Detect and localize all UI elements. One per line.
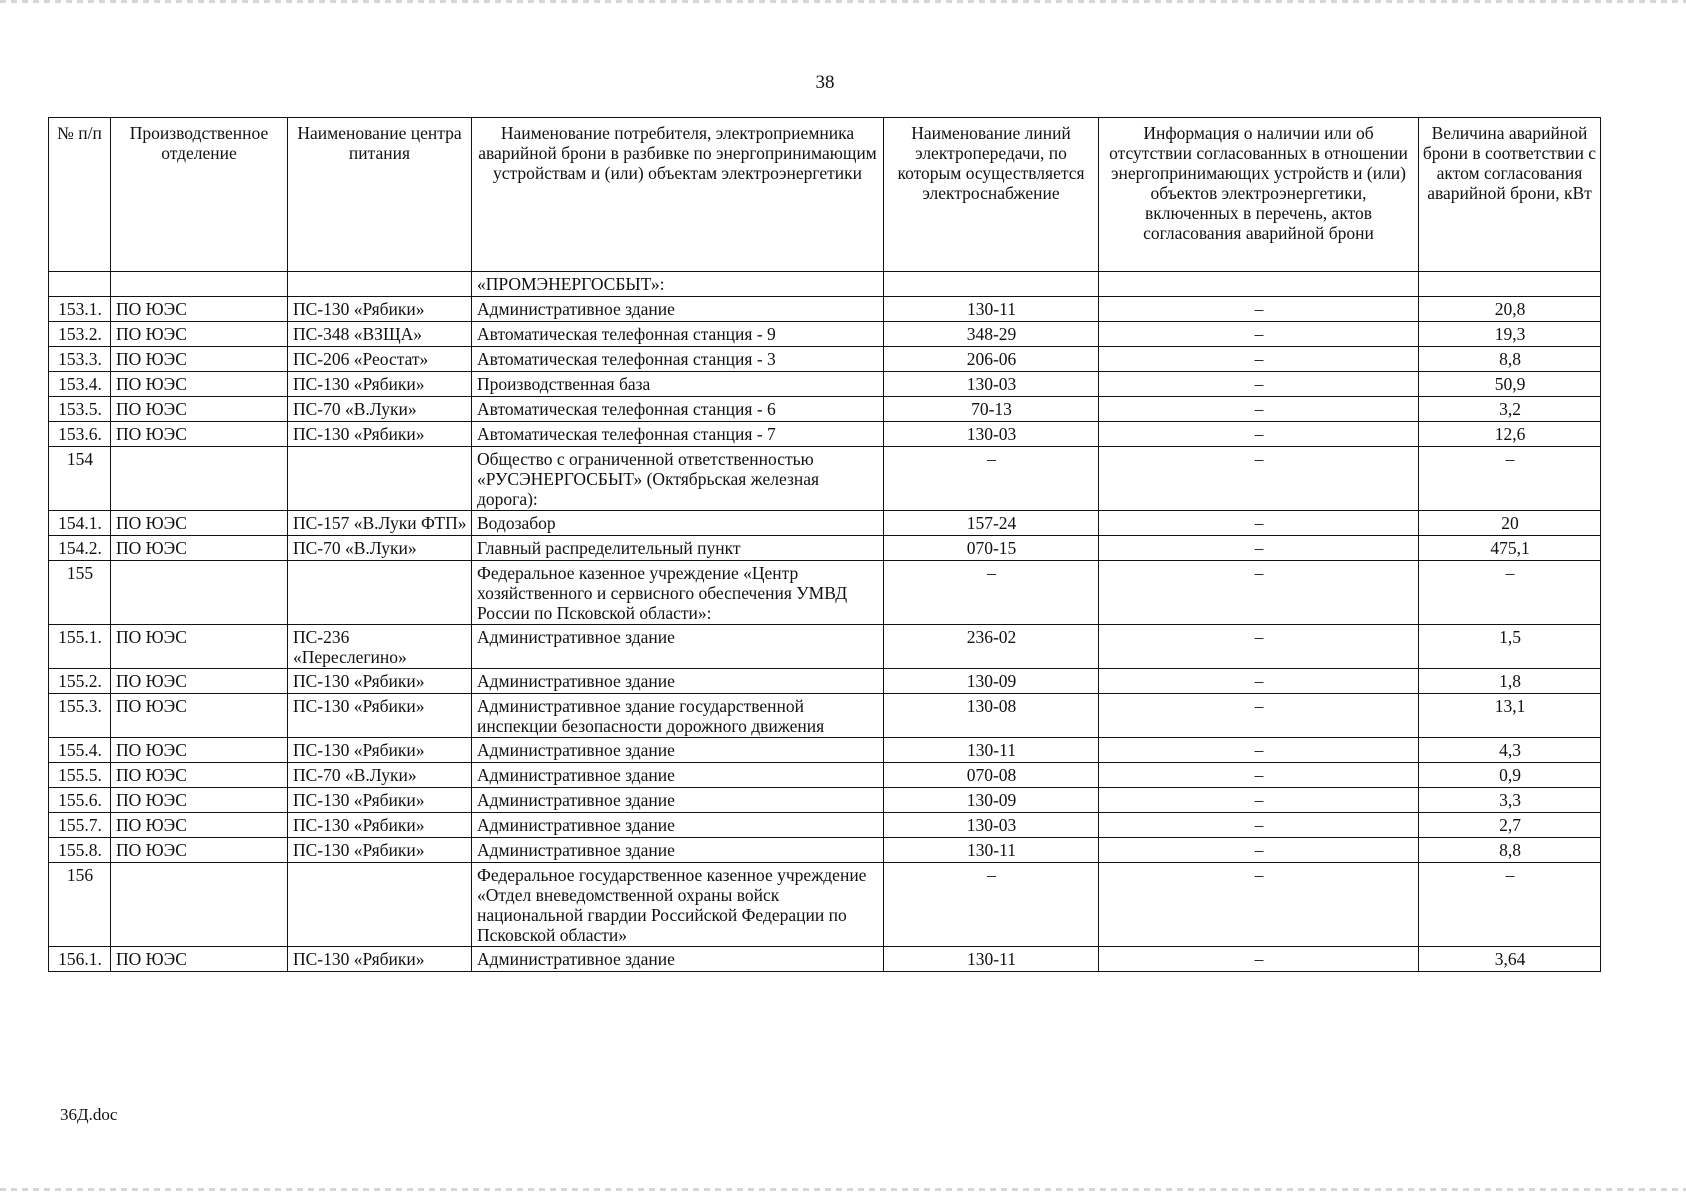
- table-row: [49, 322, 1601, 347]
- header-row: [49, 118, 1601, 272]
- approval-info-cell: –: [1099, 625, 1419, 669]
- table-row: [49, 561, 1601, 625]
- power-line-cell: 130-03: [884, 813, 1099, 838]
- approval-info-cell: –: [1099, 738, 1419, 763]
- power-line-cell: 130-11: [884, 838, 1099, 863]
- approval-info-cell: –: [1099, 511, 1419, 536]
- reserve-value-cell: –: [1419, 447, 1601, 511]
- header-approval-info: Информация о наличии или об отсутствии согласованных в отношении энергопринимающих устройств и (или) объектов электроэнергетики, включенных в перечень, актов согласования аварийной брони: [1099, 118, 1419, 272]
- consumer-name-cell: Автоматическая телефонная станция - 6: [472, 397, 884, 422]
- row-number-cell: [49, 272, 111, 297]
- department-cell: ПО ЮЭС: [111, 397, 288, 422]
- power-center-cell: ПС-130 «Рябики»: [288, 738, 472, 763]
- table-row: [49, 297, 1601, 322]
- header-department: Производственное отделение: [111, 118, 288, 272]
- department-cell: [111, 447, 288, 511]
- department-cell: [111, 272, 288, 297]
- table-row: [49, 422, 1601, 447]
- row-number-cell: 155.1.: [49, 625, 111, 669]
- approval-info-cell: –: [1099, 694, 1419, 738]
- consumer-name-cell: Административное здание: [472, 738, 884, 763]
- department-cell: [111, 561, 288, 625]
- power-center-cell: ПС-130 «Рябики»: [288, 947, 472, 972]
- header-power-center: Наименование центра питания: [288, 118, 472, 272]
- department-cell: ПО ЮЭС: [111, 947, 288, 972]
- row-number-cell: 154.2.: [49, 536, 111, 561]
- file-name-footer: 36Д.doc: [60, 1105, 118, 1124]
- table-row: [49, 813, 1601, 838]
- table-row: [49, 788, 1601, 813]
- row-number-cell: 155.8.: [49, 838, 111, 863]
- consumer-name-cell: «ПРОМЭНЕРГОСБЫТ»:: [472, 272, 884, 297]
- power-center-cell: [288, 272, 472, 297]
- row-number-cell: 155.5.: [49, 763, 111, 788]
- reserve-value-cell: 12,6: [1419, 422, 1601, 447]
- table-row: [49, 947, 1601, 972]
- consumer-name-cell: Административное здание: [472, 838, 884, 863]
- consumer-name-cell: Административное здание: [472, 947, 884, 972]
- row-number-cell: 154.1.: [49, 511, 111, 536]
- reserve-value-cell: 0,9: [1419, 763, 1601, 788]
- approval-info-cell: –: [1099, 372, 1419, 397]
- power-line-cell: 130-11: [884, 947, 1099, 972]
- reserve-value-cell: –: [1419, 863, 1601, 947]
- consumer-name-cell: Административное здание: [472, 669, 884, 694]
- power-center-cell: ПС-130 «Рябики»: [288, 669, 472, 694]
- table-body: [49, 272, 1601, 972]
- reserve-value-cell: 20,8: [1419, 297, 1601, 322]
- department-cell: ПО ЮЭС: [111, 511, 288, 536]
- table-row: [49, 272, 1601, 297]
- power-center-cell: ПС-130 «Рябики»: [288, 372, 472, 397]
- row-number-cell: 155.2.: [49, 669, 111, 694]
- reserve-table: [48, 117, 1601, 972]
- consumer-name-cell: Главный распределительный пункт: [472, 536, 884, 561]
- power-line-cell: 130-03: [884, 422, 1099, 447]
- header-number: № п/п: [49, 118, 111, 272]
- table-row: [49, 625, 1601, 669]
- approval-info-cell: –: [1099, 813, 1419, 838]
- reserve-value-cell: 3,3: [1419, 788, 1601, 813]
- reserve-value-cell: 3,64: [1419, 947, 1601, 972]
- department-cell: ПО ЮЭС: [111, 297, 288, 322]
- department-cell: ПО ЮЭС: [111, 372, 288, 397]
- power-center-cell: [288, 863, 472, 947]
- power-line-cell: 130-11: [884, 297, 1099, 322]
- department-cell: ПО ЮЭС: [111, 763, 288, 788]
- row-number-cell: 155.6.: [49, 788, 111, 813]
- row-number-cell: 156.1.: [49, 947, 111, 972]
- approval-info-cell: –: [1099, 838, 1419, 863]
- consumer-name-cell: Водозабор: [472, 511, 884, 536]
- approval-info-cell: –: [1099, 347, 1419, 372]
- row-number-cell: 153.4.: [49, 372, 111, 397]
- approval-info-cell: –: [1099, 297, 1419, 322]
- row-number-cell: 155.4.: [49, 738, 111, 763]
- consumer-name-cell: Административное здание: [472, 297, 884, 322]
- power-center-cell: [288, 561, 472, 625]
- consumer-name-cell: Автоматическая телефонная станция - 9: [472, 322, 884, 347]
- power-line-cell: 070-15: [884, 536, 1099, 561]
- row-number-cell: 154: [49, 447, 111, 511]
- power-center-cell: ПС-130 «Рябики»: [288, 422, 472, 447]
- department-cell: ПО ЮЭС: [111, 625, 288, 669]
- reserve-value-cell: 3,2: [1419, 397, 1601, 422]
- power-line-cell: 070-08: [884, 763, 1099, 788]
- power-center-cell: ПС-130 «Рябики»: [288, 838, 472, 863]
- consumer-name-cell: Автоматическая телефонная станция - 3: [472, 347, 884, 372]
- header-power-line: Наименование линий электропередачи, по которым осуществляется электроснабжение: [884, 118, 1099, 272]
- power-center-cell: ПС-236 «Переслегино»: [288, 625, 472, 669]
- row-number-cell: 153.3.: [49, 347, 111, 372]
- approval-info-cell: –: [1099, 947, 1419, 972]
- reserve-value-cell: [1419, 272, 1601, 297]
- table-row: [49, 669, 1601, 694]
- reserve-value-cell: 50,9: [1419, 372, 1601, 397]
- table-row: [49, 694, 1601, 738]
- reserve-value-cell: 4,3: [1419, 738, 1601, 763]
- power-center-cell: [288, 447, 472, 511]
- approval-info-cell: [1099, 272, 1419, 297]
- header-reserve-value: Величина аварийной брони в соответствии с актом согласования аварийной брони, кВт: [1419, 118, 1601, 272]
- reserve-value-cell: 13,1: [1419, 694, 1601, 738]
- row-number-cell: 153.2.: [49, 322, 111, 347]
- row-number-cell: 156: [49, 863, 111, 947]
- header-consumer: Наименование потребителя, электроприемника аварийной брони в разбивке по энергопринимающим устройствам и (или) объектам электроэнергетики: [472, 118, 884, 272]
- power-line-cell: –: [884, 447, 1099, 511]
- table-row: [49, 536, 1601, 561]
- department-cell: ПО ЮЭС: [111, 536, 288, 561]
- table-row: [49, 397, 1601, 422]
- approval-info-cell: –: [1099, 561, 1419, 625]
- power-line-cell: 236-02: [884, 625, 1099, 669]
- department-cell: [111, 863, 288, 947]
- page-number: 38: [815, 72, 835, 93]
- power-center-cell: ПС-130 «Рябики»: [288, 694, 472, 738]
- consumer-name-cell: Общество с ограниченной ответственностью «РУСЭНЕРГОСБЫТ» (Октябрьская железная дорога):: [472, 447, 884, 511]
- power-center-cell: ПС-157 «В.Луки ФТП»: [288, 511, 472, 536]
- reserve-value-cell: 8,8: [1419, 838, 1601, 863]
- row-number-cell: 155.3.: [49, 694, 111, 738]
- power-line-cell: 70-13: [884, 397, 1099, 422]
- department-cell: ПО ЮЭС: [111, 422, 288, 447]
- row-number-cell: 153.1.: [49, 297, 111, 322]
- department-cell: ПО ЮЭС: [111, 838, 288, 863]
- table-row: [49, 372, 1601, 397]
- row-number-cell: 153.5.: [49, 397, 111, 422]
- power-center-cell: ПС-348 «ВЗЩА»: [288, 322, 472, 347]
- power-line-cell: 130-09: [884, 669, 1099, 694]
- reserve-value-cell: 2,7: [1419, 813, 1601, 838]
- department-cell: ПО ЮЭС: [111, 347, 288, 372]
- approval-info-cell: –: [1099, 863, 1419, 947]
- consumer-name-cell: Федеральное государственное казенное учреждение «Отдел вневедомственной охраны войск национальной гвардии Российской Федерации по Псковской области»: [472, 863, 884, 947]
- department-cell: ПО ЮЭС: [111, 669, 288, 694]
- department-cell: ПО ЮЭС: [111, 788, 288, 813]
- approval-info-cell: –: [1099, 788, 1419, 813]
- consumer-name-cell: Административное здание: [472, 813, 884, 838]
- consumer-name-cell: Федеральное казенное учреждение «Центр хозяйственного и сервисного обеспечения УМВД России по Псковской области»:: [472, 561, 884, 625]
- power-line-cell: 130-03: [884, 372, 1099, 397]
- reserve-value-cell: –: [1419, 561, 1601, 625]
- department-cell: ПО ЮЭС: [111, 813, 288, 838]
- table-row: [49, 838, 1601, 863]
- reserve-value-cell: 19,3: [1419, 322, 1601, 347]
- power-center-cell: ПС-130 «Рябики»: [288, 788, 472, 813]
- approval-info-cell: –: [1099, 322, 1419, 347]
- power-line-cell: 130-11: [884, 738, 1099, 763]
- consumer-name-cell: Административное здание: [472, 763, 884, 788]
- power-line-cell: –: [884, 863, 1099, 947]
- table-row: [49, 511, 1601, 536]
- reserve-value-cell: 1,8: [1419, 669, 1601, 694]
- power-line-cell: 130-08: [884, 694, 1099, 738]
- power-center-cell: ПС-130 «Рябики»: [288, 297, 472, 322]
- table-row: [49, 447, 1601, 511]
- department-cell: ПО ЮЭС: [111, 322, 288, 347]
- approval-info-cell: –: [1099, 669, 1419, 694]
- table-row: [49, 738, 1601, 763]
- scan-edge-top: [0, 0, 1686, 3]
- approval-info-cell: –: [1099, 422, 1419, 447]
- reserve-value-cell: 475,1: [1419, 536, 1601, 561]
- power-line-cell: 130-09: [884, 788, 1099, 813]
- department-cell: ПО ЮЭС: [111, 738, 288, 763]
- consumer-name-cell: Административное здание: [472, 625, 884, 669]
- approval-info-cell: –: [1099, 536, 1419, 561]
- approval-info-cell: –: [1099, 447, 1419, 511]
- department-cell: ПО ЮЭС: [111, 694, 288, 738]
- power-line-cell: 206-06: [884, 347, 1099, 372]
- consumer-name-cell: Производственная база: [472, 372, 884, 397]
- scan-edge-bottom: [0, 1188, 1686, 1191]
- consumer-name-cell: Автоматическая телефонная станция - 7: [472, 422, 884, 447]
- power-center-cell: ПС-70 «В.Луки»: [288, 763, 472, 788]
- approval-info-cell: –: [1099, 763, 1419, 788]
- row-number-cell: 155: [49, 561, 111, 625]
- reserve-value-cell: 1,5: [1419, 625, 1601, 669]
- power-center-cell: ПС-206 «Реостат»: [288, 347, 472, 372]
- power-line-cell: 157-24: [884, 511, 1099, 536]
- reserve-value-cell: 8,8: [1419, 347, 1601, 372]
- row-number-cell: 153.6.: [49, 422, 111, 447]
- reserve-value-cell: 20: [1419, 511, 1601, 536]
- power-center-cell: ПС-130 «Рябики»: [288, 813, 472, 838]
- table-header: [49, 118, 1601, 272]
- approval-info-cell: –: [1099, 397, 1419, 422]
- consumer-name-cell: Административное здание: [472, 788, 884, 813]
- consumer-name-cell: Административное здание государственной инспекции безопасности дорожного движения: [472, 694, 884, 738]
- power-line-cell: [884, 272, 1099, 297]
- power-center-cell: ПС-70 «В.Луки»: [288, 536, 472, 561]
- row-number-cell: 155.7.: [49, 813, 111, 838]
- power-line-cell: –: [884, 561, 1099, 625]
- power-center-cell: ПС-70 «В.Луки»: [288, 397, 472, 422]
- table-row: [49, 763, 1601, 788]
- table-row: [49, 347, 1601, 372]
- table-row: [49, 863, 1601, 947]
- power-line-cell: 348-29: [884, 322, 1099, 347]
